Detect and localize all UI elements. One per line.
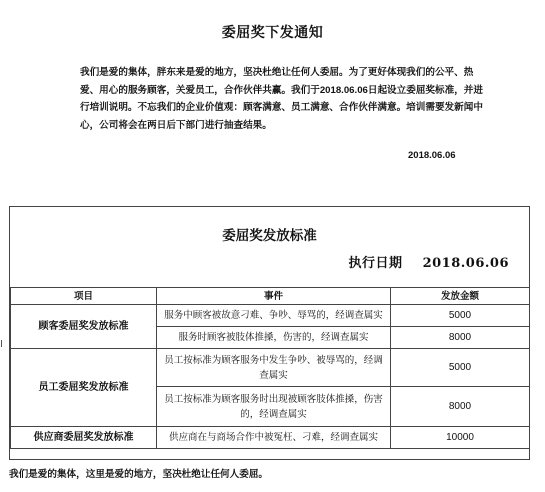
table-row: [11, 305, 530, 327]
category-cell: 顾客委屈奖发放标准: [11, 305, 157, 349]
notice-body-text-2: 日起设立委屈奖标准，并进行培训说明。不忘我们的企业价值观：顾客满意、员工满意、合作伙伴满意。培训需要发新闻中心，公司将会在两日后下部门进行抽查结果。: [80, 84, 483, 131]
event-cell: 供应商在与商场合作中被冤枉、刁难，经调查属实: [157, 427, 391, 449]
table-row: [11, 349, 530, 387]
notice-body: [80, 64, 484, 134]
exec-date-label: 执行日期: [348, 256, 403, 271]
table-row: [11, 427, 530, 449]
amount-cell: 8000: [391, 327, 530, 349]
header-amount: 发放金额: [391, 288, 530, 305]
category-cell: 员工委屈奖发放标准: [11, 349, 157, 427]
notice-body-date: 2018.06.06: [319, 84, 368, 96]
header-item: 项目: [11, 288, 157, 305]
amount-cell: 5000: [391, 305, 530, 327]
standard-table-frame: [9, 206, 530, 460]
amount-cell: 5000: [391, 349, 530, 387]
event-cell: 服务中顾客被故意刁难、争吵、辱骂的，经调查属实: [157, 305, 391, 327]
event-cell: 员工按标准为顾客服务中发生争吵、被辱骂的，经调查属实: [157, 349, 391, 387]
event-cell: 员工按标准为顾客服务时出现被顾客肢体推搡，伤害的，经调查属实: [157, 387, 391, 427]
standard-title: 委屈奖发放标准: [222, 228, 317, 244]
exec-date-row: [349, 252, 510, 271]
notice-title: 委屈奖下发通知: [221, 25, 324, 41]
notice-body-text-1: 我们是爱的集体，胖东来是爱的地方，坚决杜绝让任何人委屈。为了更好体现我们的公平、热爱、用心的服务顾客，关爱员工，合作伙伴共赢。我们于: [80, 67, 474, 96]
notice-sign-date: 2018.06.06: [408, 150, 456, 161]
table-header-row: [11, 288, 530, 305]
category-cell: 供应商委屈奖发放标准: [11, 427, 157, 449]
header-event: 事件: [157, 288, 391, 305]
amount-cell: 8000: [391, 387, 530, 427]
amount-cell: 10000: [391, 427, 530, 449]
footer-note: 我们是爱的集体，这里是爱的地方，坚决杜绝让任何人委屈。: [9, 469, 269, 480]
exec-date-value: 2018.06.06: [422, 256, 509, 271]
standard-table: [10, 287, 530, 449]
margin-mark: [1, 340, 2, 347]
event-cell: 服务时顾客被肢体推搡，伤害的，经调查属实: [157, 327, 391, 349]
